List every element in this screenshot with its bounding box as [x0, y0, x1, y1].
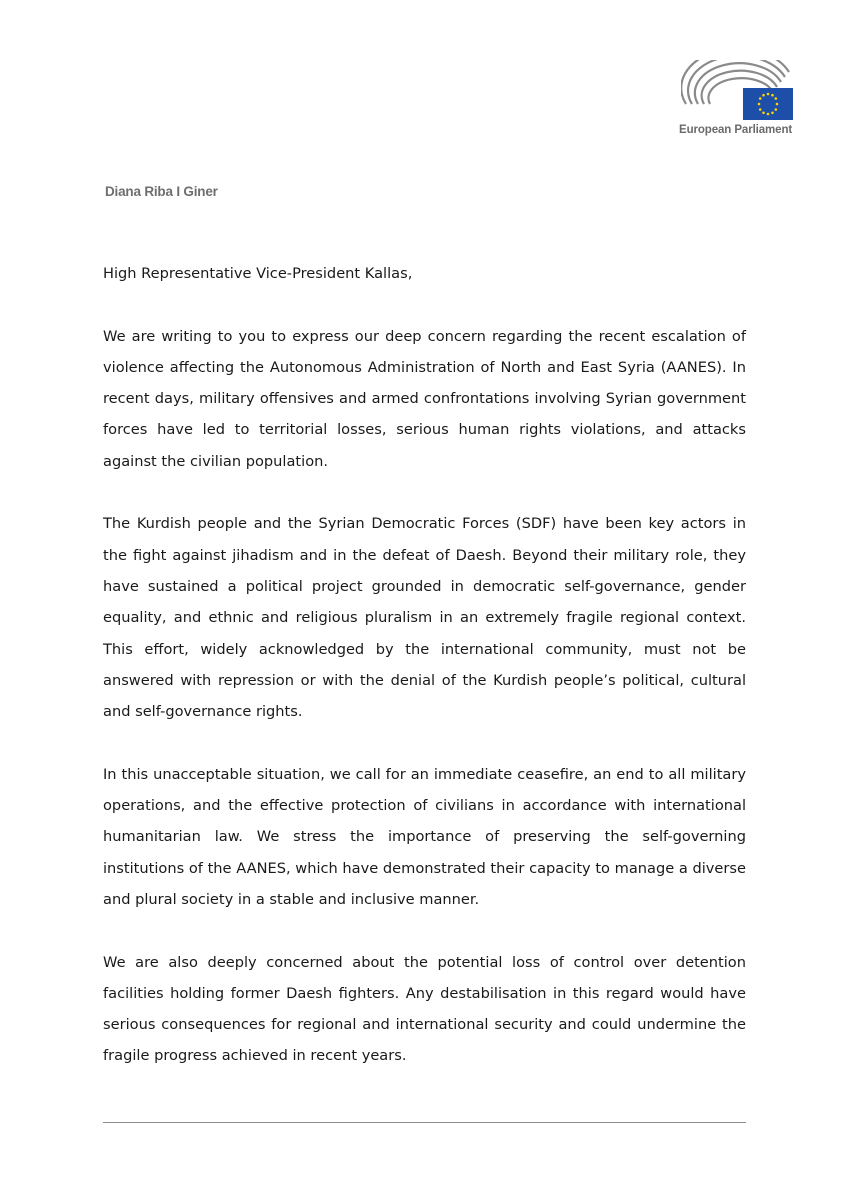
paragraph: In this unacceptable situation, we call for an immediate ceasefire, an end to all military operations, and the effective protection of civilians in accordance with international humanitarian law. We stress the importance of preserving the self-governing institutions of the AANES, which have demonstrated their capacity to manage a diverse and plural society in a stable and inclusive manner.	[103, 765, 746, 908]
european-parliament-logo	[681, 60, 797, 140]
paragraph: The Kurdish people and the Syrian Democratic Forces (SDF) have been key actors in the fight against jihadism and in the defeat of Daesh. Beyond their military role, they have sustained a political project grounded in democratic self-governance, gender equality, and ethnic and religious pluralism in an extremely fragile regional context. This effort, widely acknowledged by the international community, must not be answered with repression or with the denial of the Kurdish people’s political, cultural and self-governance rights.	[103, 515, 746, 721]
salutation: High Representative Vice-President Kallas,	[103, 265, 413, 282]
paragraph: We are also deeply concerned about the potential loss of control over detention facilities holding former Daesh fighters. Any destabilisation in this regard would have serious consequences for regional and international security and could undermine the fragile progress achieved in recent years.	[103, 953, 746, 1065]
hemicycle-flag-emblem	[681, 60, 797, 122]
paragraph: We are writing to you to express our deep concern regarding the recent escalation of violence affecting the Autonomous Administration of North and East Syria (AANES). In recent days, military offensives and armed confrontations involving Syrian government forces have led to territorial losses, serious human rights violations, and attacks against the civilian population.	[103, 327, 746, 470]
footer-divider	[103, 1122, 746, 1123]
logo-text: European Parliament	[679, 124, 793, 136]
sender-name: Diana Riba I Giner	[105, 184, 218, 199]
letter-body	[103, 258, 746, 1103]
